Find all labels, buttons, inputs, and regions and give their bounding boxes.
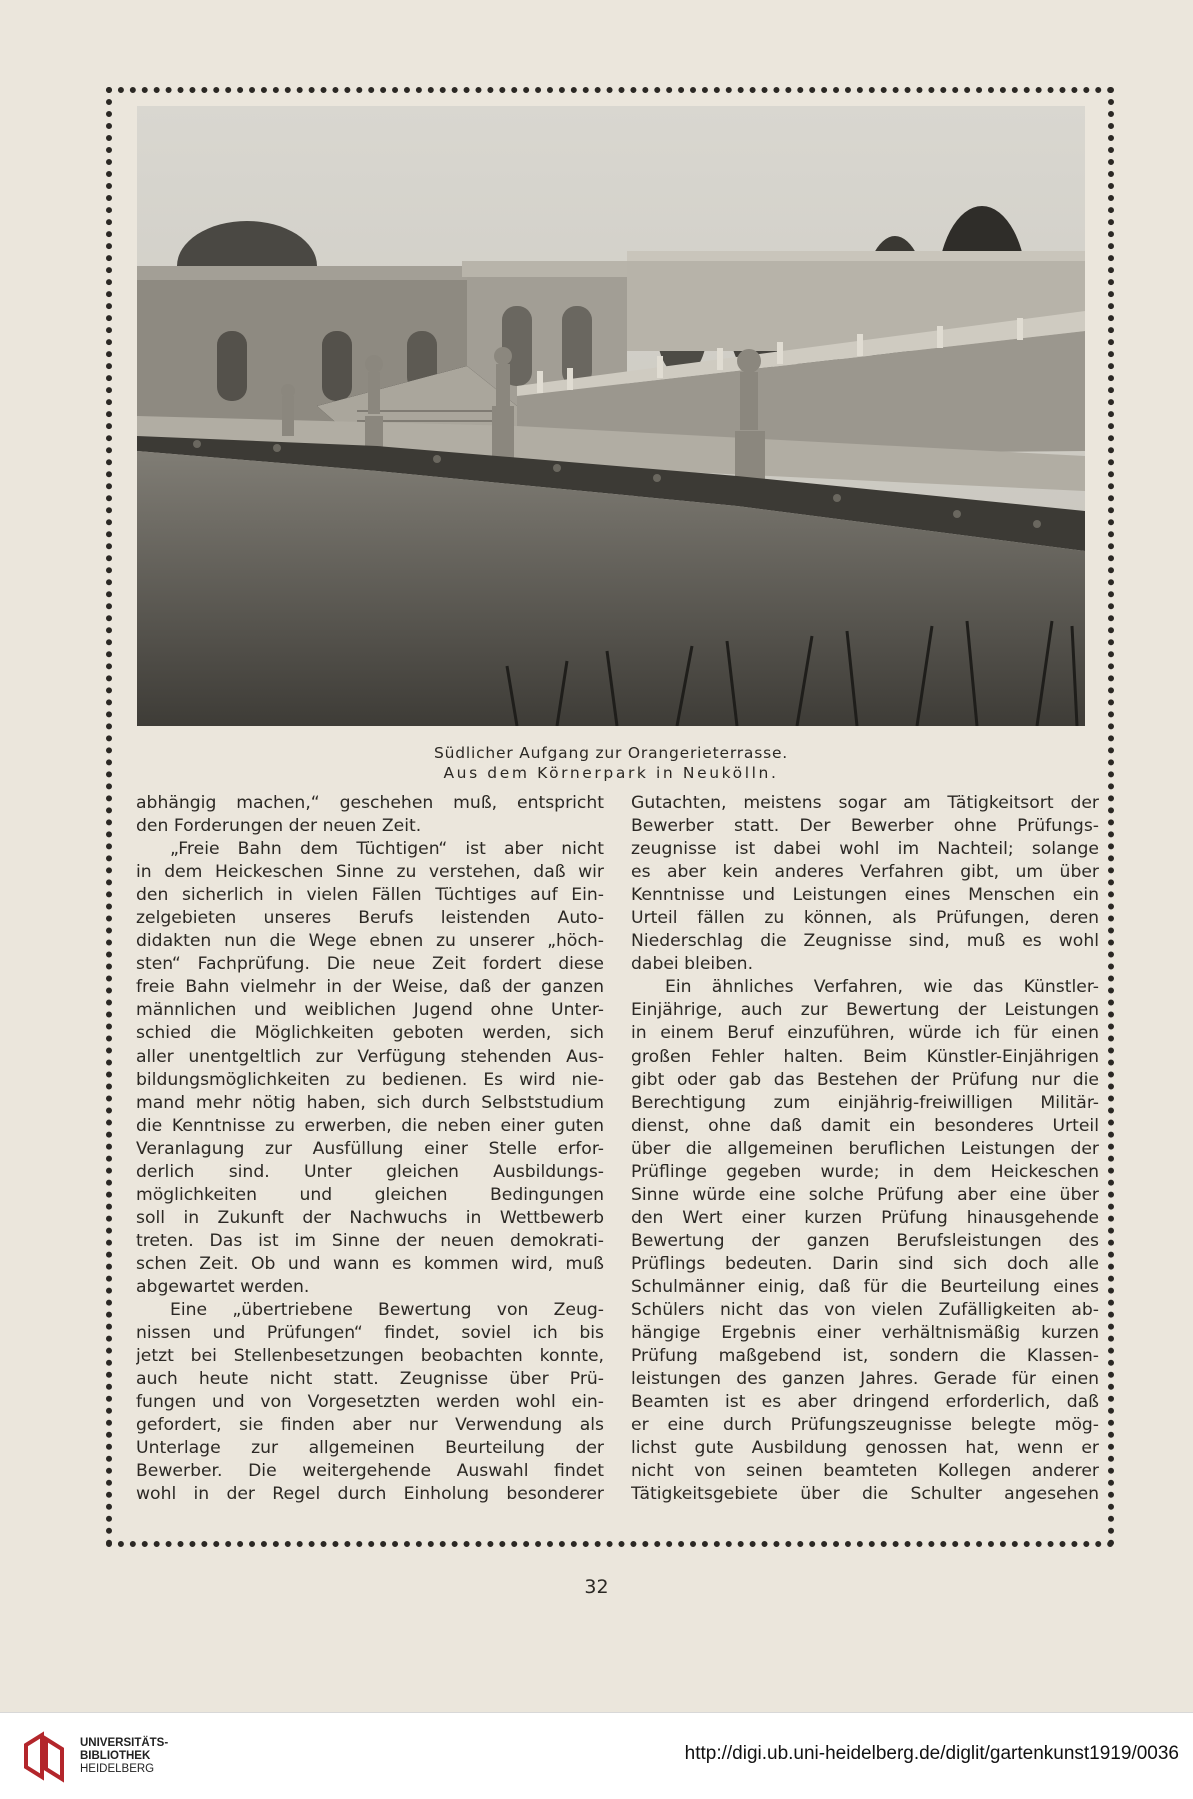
- text-line: bildungsmöglichkeiten zu bedienen. Es wird nie-: [136, 1069, 604, 1090]
- text-line: soll in Zukunft der Nachwuchs in Wettbewerb: [136, 1207, 604, 1228]
- text-line: Unterlage zur allgemeinen Beurteilung der: [136, 1438, 604, 1459]
- text-line: männlichen und weiblichen Jugend ohne Unter-: [136, 1000, 604, 1021]
- garden-photograph: [137, 106, 1085, 726]
- text-line: nissen und Prüfungen“ findet, soviel ich bis: [136, 1323, 604, 1344]
- text-line: wohl in der Regel durch Einholung besonderer: [136, 1484, 604, 1505]
- text-line: „Freie Bahn dem Tüchtigen“ ist aber nicht: [170, 839, 604, 860]
- text-line: didakten nun die Wege ebnen zu unserer „höch-: [136, 931, 604, 952]
- text-line: aller unentgeltlich zur Verfügung stehenden Aus-: [136, 1046, 604, 1067]
- text-line: Prüfung maßgebend ist, sondern die Klassen-: [631, 1346, 1099, 1367]
- text-line: Veranlagung zur Ausfüllung einer Stelle erfor-: [136, 1138, 604, 1159]
- text-line: Ein ähnliches Verfahren, wie das Künstler-: [665, 977, 1099, 998]
- text-line: auch heute nicht statt. Zeugnisse über Prü-: [136, 1369, 604, 1390]
- text-line: Prüflings bedeuten. Darin sind sich doch alle: [631, 1253, 1099, 1274]
- text-line: dabei bleiben.: [631, 954, 754, 975]
- text-line: abhängig machen,“ geschehen muß, entspricht: [136, 793, 604, 813]
- text-line: zeugnisse ist dabei wohl im Nachteil; solange: [631, 839, 1099, 860]
- text-line: lichst gute Ausbildung genossen hat, wenn er: [631, 1438, 1099, 1459]
- text-line: großen Fehler halten. Beim Künstler-Einjährigen: [631, 1046, 1099, 1067]
- text-line: dienst, ohne daß damit ein besonderes Urteil: [631, 1115, 1099, 1136]
- text-line: mand mehr nötig haben, sich durch Selbststudium: [136, 1092, 604, 1113]
- text-line: Kenntnisse und Leistungen eines Menschen ein: [631, 885, 1099, 906]
- text-line: Bewertung der ganzen Berufsleistungen des: [631, 1230, 1099, 1251]
- text-line: Prüflinge gegeben wurde; in dem Heickeschen: [631, 1161, 1099, 1182]
- text-line: Berechtigung zum einjährig-freiwilligen Militär-: [631, 1092, 1099, 1113]
- text-line: Tätigkeitsgebiete über die Schulter angesehen: [631, 1484, 1099, 1505]
- text-line: treten. Das ist im Sinne der neuen demokrati-: [136, 1230, 604, 1251]
- text-line: derlich sind. Unter gleichen Ausbildungs-: [136, 1161, 604, 1182]
- text-line: den Forderungen der neuen Zeit.: [136, 816, 422, 837]
- orangery-terrace-image: [137, 106, 1085, 726]
- right-text-column: [631, 792, 1099, 1506]
- permalink-url[interactable]: http://digi.ub.uni-heidelberg.de/diglit/gartenkunst1919/0036: [684, 1743, 1179, 1764]
- text-line: Schulmänner einig, daß für die Beurteilung eines: [631, 1276, 1099, 1297]
- text-line: Niederschlag die Zeugnisse sind, muß es wohl: [631, 931, 1099, 952]
- text-line: er eine durch Prüfungszeugnisse belegte mög-: [631, 1415, 1099, 1436]
- left-text-column: [136, 792, 604, 1506]
- text-line: Gutachten, meistens sogar am Tätigkeitsort der: [631, 793, 1099, 813]
- text-line: Eine „übertriebene Bewertung von Zeug-: [170, 1300, 604, 1321]
- library-name-line-3: HEIDELBERG: [80, 1763, 155, 1775]
- figure-caption-line-2: Aus dem Körnerpark in Neukölln.: [443, 764, 779, 782]
- text-line: Bewerber statt. Der Bewerber ohne Prüfungs-: [631, 816, 1099, 837]
- text-line: fungen und von Vorgesetzten werden wohl ein-: [136, 1392, 604, 1413]
- text-line: abgewartet werden.: [136, 1276, 310, 1297]
- text-line: hängige Ergebnis einer verhältnismäßig kurzen: [631, 1323, 1099, 1344]
- text-line: freie Bahn vielmehr in der Weise, daß der ganzen: [136, 977, 604, 998]
- text-line: gibt oder gab das Bestehen der Prüfung nur die: [631, 1069, 1099, 1090]
- page-number: 32: [584, 1576, 609, 1598]
- text-line: schen Zeit. Ob und wann es kommen wird, muß: [136, 1253, 604, 1274]
- text-line: Bewerber. Die weitergehende Auswahl findet: [136, 1461, 604, 1482]
- text-line: über die allgemeinen beruflichen Leistungen der: [631, 1138, 1099, 1159]
- text-line: zelgebieten unseres Berufs leistenden Auto-: [136, 908, 604, 929]
- university-library-logo-icon: [20, 1731, 68, 1783]
- text-line: es aber kein anderes Verfahren gibt, um über: [631, 862, 1099, 883]
- text-line: in dem Heickeschen Sinne zu verstehen, daß wir: [136, 862, 604, 883]
- text-line: Beamten ist es aber dringend erforderlich, daß: [631, 1392, 1099, 1413]
- library-footer: [0, 1712, 1193, 1799]
- text-line: Einjährige, auch zur Bewertung der Leistungen: [631, 1000, 1099, 1021]
- text-line: Sinne würde eine solche Prüfung aber eine über: [631, 1184, 1099, 1205]
- text-line: nicht von seinen beamteten Kollegen anderer: [631, 1461, 1099, 1482]
- text-line: den sicherlich in vielen Fällen Tüchtiges auf Ein-: [136, 885, 604, 906]
- library-name-line-2: BIBLIOTHEK: [80, 1750, 151, 1762]
- text-line: sten“ Fachprüfung. Die neue Zeit fordert diese: [136, 954, 604, 975]
- text-line: leistungen des ganzen Jahres. Gerade für einen: [631, 1369, 1099, 1390]
- text-line: gefordert, sie finden aber nur Verwendung als: [136, 1415, 604, 1436]
- text-line: den Wert einer kurzen Prüfung hinausgehende: [631, 1207, 1099, 1228]
- text-line: schied die Möglichkeiten geboten werden, sich: [136, 1023, 604, 1044]
- library-name-line-1: UNIVERSITÄTS-: [80, 1737, 169, 1749]
- text-line: Urteil fällen zu können, als Prüfungen, deren: [631, 908, 1099, 929]
- text-line: jetzt bei Stellenbesetzungen beobachten konnte,: [136, 1346, 604, 1367]
- figure-caption-line-1: Südlicher Aufgang zur Orangerieterrasse.: [433, 744, 789, 762]
- text-line: möglichkeiten und gleichen Bedingungen: [136, 1184, 604, 1205]
- text-line: Schülers nicht das von vielen Zufälligkeiten ab-: [631, 1300, 1099, 1321]
- text-line: in einem Beruf einzuführen, würde ich für einen: [631, 1023, 1099, 1044]
- text-line: die Kenntnisse zu erwerben, die neben einer guten: [136, 1115, 604, 1136]
- library-name: [80, 1737, 168, 1776]
